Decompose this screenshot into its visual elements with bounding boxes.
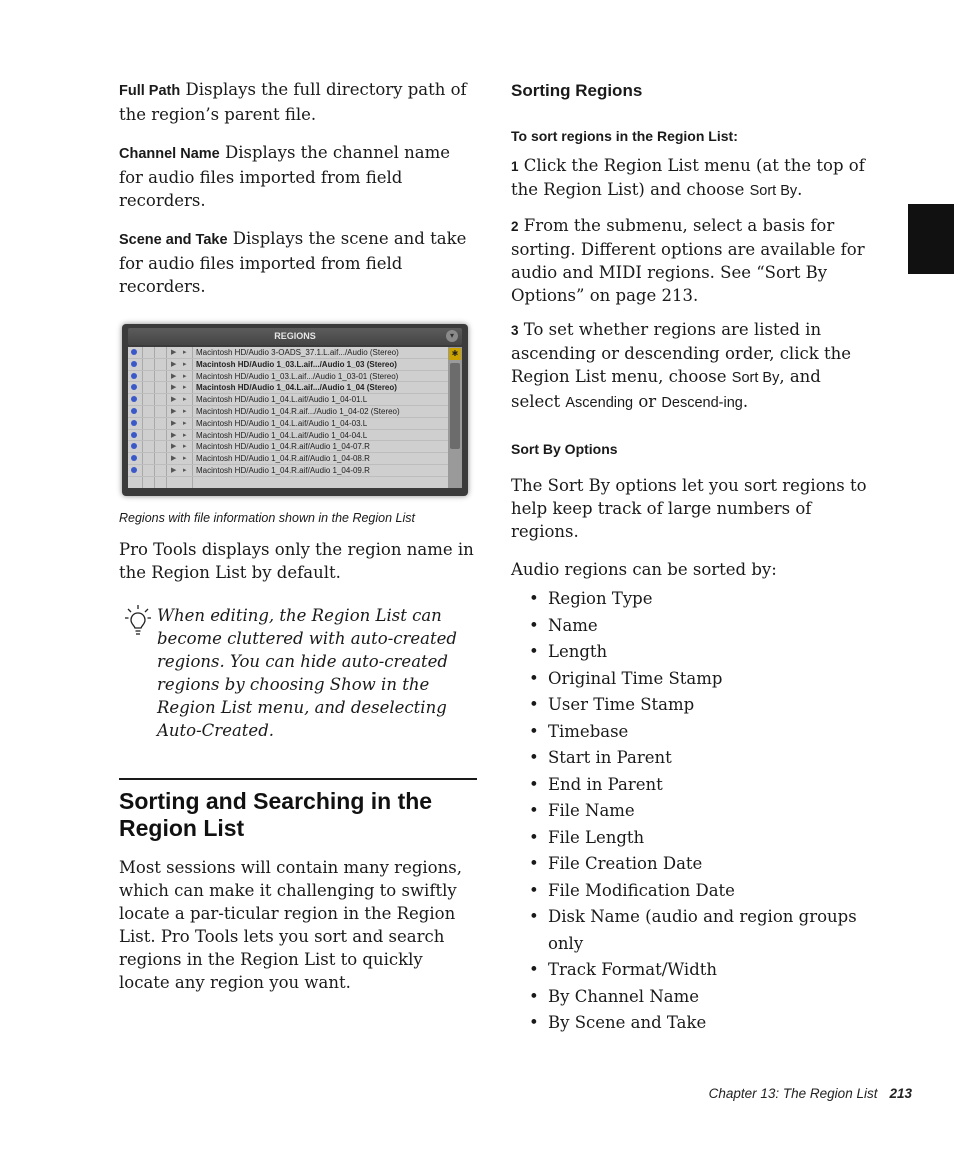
step-text: To set whether regions are listed in ascending or descending order, click the Region List menu, choose [511, 320, 851, 386]
page-number: 213 [889, 1086, 912, 1101]
step-3 [511, 318, 873, 415]
scrollbar-thumb[interactable] [450, 363, 460, 449]
region-list-row[interactable] [128, 406, 462, 418]
chapter-label: Chapter 13: The Region List [708, 1086, 878, 1101]
ui-command-sort-by: Sort By [749, 183, 798, 199]
section-heading: Sorting and Searching in the Region List [119, 788, 433, 841]
ui-command-ascending: Ascending [565, 395, 634, 411]
step-2 [511, 214, 873, 307]
region-name: Macintosh HD/Audio 1_04.L.aif/Audio 1_04-03.L [196, 418, 368, 428]
sort-options-list [511, 586, 873, 1037]
term-scene-and-take: Scene and Take [119, 232, 228, 248]
step-text: . [742, 392, 749, 411]
channel-triangle-icon[interactable]: ▸ [183, 372, 187, 380]
sort-option-item: • Name [529, 613, 873, 640]
sort-option-item: • Track Format/Width [529, 957, 873, 984]
ui-command-sort-by: Sort By [731, 370, 780, 386]
tip-text: When editing, the Region List can become cluttered with auto-created regions. You can hide auto-created regions by choosing Show in the Region List menu, and deselecting Auto-Created. [157, 606, 457, 740]
ui-command-descending: Descend-ing [661, 395, 743, 411]
sort-option-item: • File Length [529, 825, 873, 852]
subsection-heading: Sorting Regions [511, 81, 643, 100]
region-color-icon [131, 384, 137, 390]
region-list-row[interactable] [128, 347, 462, 359]
region-color-icon [131, 443, 137, 449]
region-list-row[interactable] [128, 465, 462, 477]
region-list-row[interactable] [128, 418, 462, 430]
sort-option-item: • By Channel Name [529, 984, 873, 1011]
disclosure-triangle-icon[interactable]: ▶ [171, 384, 177, 392]
disclosure-triangle-icon[interactable]: ▶ [171, 455, 177, 463]
disclosure-triangle-icon[interactable]: ▶ [171, 407, 177, 415]
region-color-icon [131, 408, 137, 414]
region-name: Macintosh HD/Audio 1_04.R.aif/Audio 1_04-09.R [196, 465, 370, 475]
region-list-menu-icon[interactable]: ▾ [446, 330, 458, 342]
sort-option-item: • File Modification Date [529, 878, 873, 905]
region-color-icon [131, 361, 137, 367]
region-color-icon [131, 396, 137, 402]
region-list-row[interactable] [128, 359, 462, 371]
region-list-row[interactable] [128, 382, 462, 394]
region-rows [128, 347, 462, 477]
sort-option-item: • File Creation Date [529, 851, 873, 878]
definition-scene-and-take [119, 227, 477, 298]
region-name: Macintosh HD/Audio 3-OADS_37.1.L.aif.../Audio (Stereo) [196, 348, 399, 357]
region-list-header [128, 328, 462, 345]
lightbulb-icon [125, 604, 151, 638]
region-name: Macintosh HD/Audio 1_04.L.aif/Audio 1_04-01.L [196, 395, 368, 405]
region-name: Macintosh HD/Audio 1_03.L.aif.../Audio 1_03 (Stereo) [196, 359, 397, 369]
sort-option-item: • Region Type [529, 586, 873, 613]
tip-note [119, 604, 477, 742]
definition-channel-name [119, 141, 477, 212]
region-name: Macintosh HD/Audio 1_04.L.aif/Audio 1_04-04.L [196, 430, 368, 440]
step-text: . [797, 180, 803, 199]
region-color-icon [131, 373, 137, 379]
disclosure-triangle-icon[interactable]: ▶ [171, 360, 177, 368]
procedure-title: To sort regions in the Region List: [511, 128, 738, 144]
disclosure-triangle-icon[interactable]: ▶ [171, 431, 177, 439]
sort-option-item: • Start in Parent [529, 745, 873, 772]
definition-text: Displays the full directory path of the region’s parent file. [119, 80, 467, 124]
default-display-paragraph: Pro Tools displays only the region name in the Region List by default. [119, 540, 474, 582]
term-full-path: Full Path [119, 83, 181, 99]
region-list-title: REGIONS [274, 331, 316, 341]
channel-triangle-icon[interactable]: ▸ [183, 360, 187, 368]
channel-triangle-icon[interactable]: ▸ [183, 419, 187, 427]
heading-rule [119, 778, 477, 780]
step-text: or [633, 392, 662, 411]
region-color-icon [131, 455, 137, 461]
definition-text: Displays the channel name for audio files imported from field recorders. [119, 143, 451, 210]
channel-triangle-icon[interactable]: ▸ [183, 443, 187, 451]
channel-triangle-icon[interactable]: ▸ [183, 349, 187, 356]
region-color-icon [131, 432, 137, 438]
region-list-row[interactable] [128, 441, 462, 453]
region-list-figure [122, 324, 468, 496]
region-list-row[interactable] [128, 430, 462, 442]
sort-option-item: • End in Parent [529, 772, 873, 799]
region-name: Macintosh HD/Audio 1_04.L.aif.../Audio 1_04 (Stereo) [196, 383, 397, 393]
region-list-row[interactable] [128, 453, 462, 465]
step-text: Click the Region List menu (at the top of the Region List) and choose [511, 156, 865, 199]
step-text: From the submenu, select a basis for sorting. Different options are available for audio and MIDI regions. See “Sort By Options” on page 213. [511, 216, 865, 305]
definition-full-path [119, 78, 477, 126]
region-name: Macintosh HD/Audio 1_04.R.aif/Audio 1_04-08.R [196, 454, 370, 464]
region-list-body [128, 347, 462, 488]
region-list-row[interactable] [128, 371, 462, 383]
disclosure-triangle-icon[interactable]: ▶ [171, 443, 177, 451]
sort-option-item: • Length [529, 639, 873, 666]
disclosure-triangle-icon[interactable]: ▶ [171, 419, 177, 427]
step-number: 3 [511, 323, 519, 338]
disclosure-triangle-icon[interactable]: ▶ [171, 349, 177, 356]
region-list-status-icon: ✱ [449, 348, 461, 360]
step-number: 2 [511, 219, 519, 234]
page-footer [709, 1086, 912, 1101]
channel-triangle-icon[interactable]: ▸ [183, 431, 187, 439]
sort-option-item: • Disk Name (audio and region groups only [529, 904, 873, 957]
sort-by-paragraph: The Sort By options let you sort regions to help keep track of large numbers of regions. [511, 476, 867, 541]
definition-text: Displays the scene and take for audio files imported from field recorders. [119, 229, 467, 296]
region-name: Macintosh HD/Audio 1_04.R.aif/Audio 1_04-07.R [196, 442, 370, 452]
region-color-icon [131, 420, 137, 426]
region-list-row[interactable] [128, 394, 462, 406]
term-channel-name: Channel Name [119, 146, 220, 162]
region-list-scrollbar[interactable] [448, 347, 462, 488]
step-1 [511, 154, 873, 203]
step-number: 1 [511, 159, 519, 174]
sort-option-item: • By Scene and Take [529, 1010, 873, 1037]
channel-triangle-icon[interactable]: ▸ [183, 384, 187, 392]
disclosure-triangle-icon[interactable]: ▶ [171, 466, 177, 474]
channel-triangle-icon[interactable]: ▸ [183, 396, 187, 404]
region-name: Macintosh HD/Audio 1_04.R.aif.../Audio 1_04-02 (Stereo) [196, 406, 400, 416]
audio-sort-intro: Audio regions can be sorted by: [511, 560, 777, 579]
sort-option-item: • File Name [529, 798, 873, 825]
channel-triangle-icon[interactable]: ▸ [183, 407, 187, 415]
chapter-tab [908, 204, 954, 274]
channel-triangle-icon[interactable]: ▸ [183, 455, 187, 463]
sort-option-item: • Original Time Stamp [529, 666, 873, 693]
channel-triangle-icon[interactable]: ▸ [183, 466, 187, 474]
disclosure-triangle-icon[interactable]: ▶ [171, 396, 177, 404]
sort-option-item: • User Time Stamp [529, 692, 873, 719]
step-text: , and select [511, 367, 821, 411]
disclosure-triangle-icon[interactable]: ▶ [171, 372, 177, 380]
region-color-icon [131, 349, 137, 355]
section-intro-paragraph: Most sessions will contain many regions, which can make it challenging to swiftly locate a par-ticular region in the Region List. Pro Tools lets you sort and search regions in the Region List to quickly locate any region you want. [119, 858, 462, 992]
sort-by-options-heading: Sort By Options [511, 441, 618, 457]
region-name: Macintosh HD/Audio 1_03.L.aif.../Audio 1_03-01 (Stereo) [196, 371, 399, 381]
sort-option-item: • Timebase [529, 719, 873, 746]
figure-caption: Regions with file information shown in the Region List [119, 511, 415, 525]
right-column [511, 78, 873, 1037]
left-column [119, 78, 477, 994]
region-color-icon [131, 467, 137, 473]
